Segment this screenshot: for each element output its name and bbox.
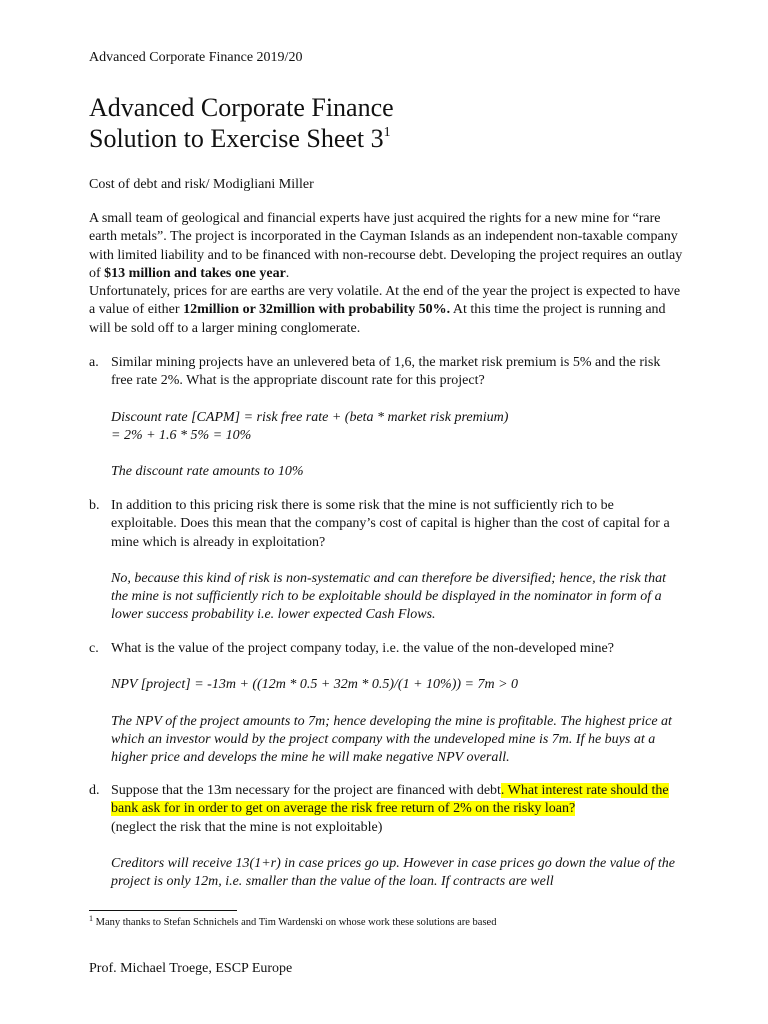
question-d xyxy=(89,782,683,891)
question-c-answer: The NPV of the project amounts to 7m; hence developing the mine is profitable. The highest price at which an investor would by the project company with the undeveloped mine is 7m. If he buys at a higher price and develops the mine he will make negative NPV overall. xyxy=(111,713,672,766)
question-a xyxy=(89,354,683,481)
question-c-text: What is the value of the project company today, i.e. the value of the non-developed mine? xyxy=(111,641,614,656)
page-footer: Prof. Michael Troege, ESCP Europe xyxy=(89,961,293,976)
question-c-letter: c. xyxy=(89,641,99,656)
question-d-highlighted-text: . What interest rate should the bank ask for in order to get on average the risk free return of 2% on the risky loan? xyxy=(111,783,669,817)
question-d-text-plain: Suppose that the 13m necessary for the project are financed with debt xyxy=(111,783,501,798)
question-b xyxy=(89,497,683,625)
question-b-text: In addition to this pricing risk there is some risk that the mine is not sufficiently rich to be exploitable. Does this mean that the company’s cost of capital is higher than the cost of capital for a mine which is already in exploitation? xyxy=(111,498,670,550)
document-title xyxy=(89,92,689,154)
intro-paragraph-1 xyxy=(89,210,683,283)
page-header: Advanced Corporate Finance 2019/20 xyxy=(89,50,303,65)
question-a-conclusion: The discount rate amounts to 10% xyxy=(111,464,304,480)
footnote-divider xyxy=(89,910,237,911)
intro-p1-bold: $13 million and takes one year xyxy=(104,265,286,281)
intro-section xyxy=(89,210,683,338)
footnote xyxy=(89,916,496,930)
intro-p2-end: At this time the project is running and will be sold off to a larger mining conglomerate. xyxy=(89,302,666,336)
question-b-answer: No, because this kind of risk is non-systematic and can therefore be diversified; hence, the risk that the mine is not sufficiently rich to be exploitable should be displayed in the nominator in form of a lower success probability i.e. lower expected Cash Flows. xyxy=(111,570,666,623)
question-d-text xyxy=(111,782,683,819)
intro-paragraph-2 xyxy=(89,283,683,338)
footnote-text: Many thanks to Stefan Schnichels and Tim Wardenski on whose work these solutions are based xyxy=(93,917,497,928)
question-c xyxy=(89,640,683,767)
title-line-1: Advanced Corporate Finance xyxy=(89,93,394,122)
question-a-letter: a. xyxy=(89,355,99,370)
title-line-2 xyxy=(89,123,689,154)
question-a-answer-line-2: = 2% + 1.6 * 5% = 10% xyxy=(111,427,252,443)
question-a-answer-line-1: Discount rate [CAPM] = risk free rate + (beta * market risk premium) xyxy=(111,409,509,425)
intro-p2-text: Unfortunately, prices for are earths are very volatile. At the end of the year the project is expected to have a value of either xyxy=(89,284,681,318)
document-subtitle: Cost of debt and risk/ Modigliani Miller xyxy=(89,177,314,192)
intro-p1-text: A small team of geological and financial experts have just acquired the rights for a new mine for “rare earth metals”. The project is incorporated in the Cayman Islands as an independent non-taxable company with limited liability and to be financed with non-recourse debt. Developing the project requires an outlay of xyxy=(89,211,683,281)
title-footnote-ref: 1 xyxy=(383,125,391,140)
intro-p2-bold: 12million or 32million with probability 50%. xyxy=(183,302,451,318)
question-d-letter: d. xyxy=(89,783,100,798)
footnote-number: 1 xyxy=(89,914,93,923)
intro-p1-end: . xyxy=(285,265,290,281)
question-d-note: (neglect the risk that the mine is not exploitable) xyxy=(111,819,383,835)
question-d-answer: Creditors will receive 13(1+r) in case prices go up. However in case prices go down the value of the project is only 12m, i.e. smaller than the value of the loan. If contracts are well xyxy=(111,855,676,890)
question-b-letter: b. xyxy=(89,498,100,513)
question-a-text: Similar mining projects have an unlevered beta of 1,6, the market risk premium is 5% and the risk free rate 2%. What is the appropriate discount rate for this project? xyxy=(111,355,661,389)
title-line-2-text: Solution to Exercise Sheet 3 xyxy=(89,124,384,153)
question-c-formula: NPV [project] = -13m + ((12m * 0.5 + 32m * 0.5)/(1 + 10%)) = 7m > 0 xyxy=(111,677,519,693)
